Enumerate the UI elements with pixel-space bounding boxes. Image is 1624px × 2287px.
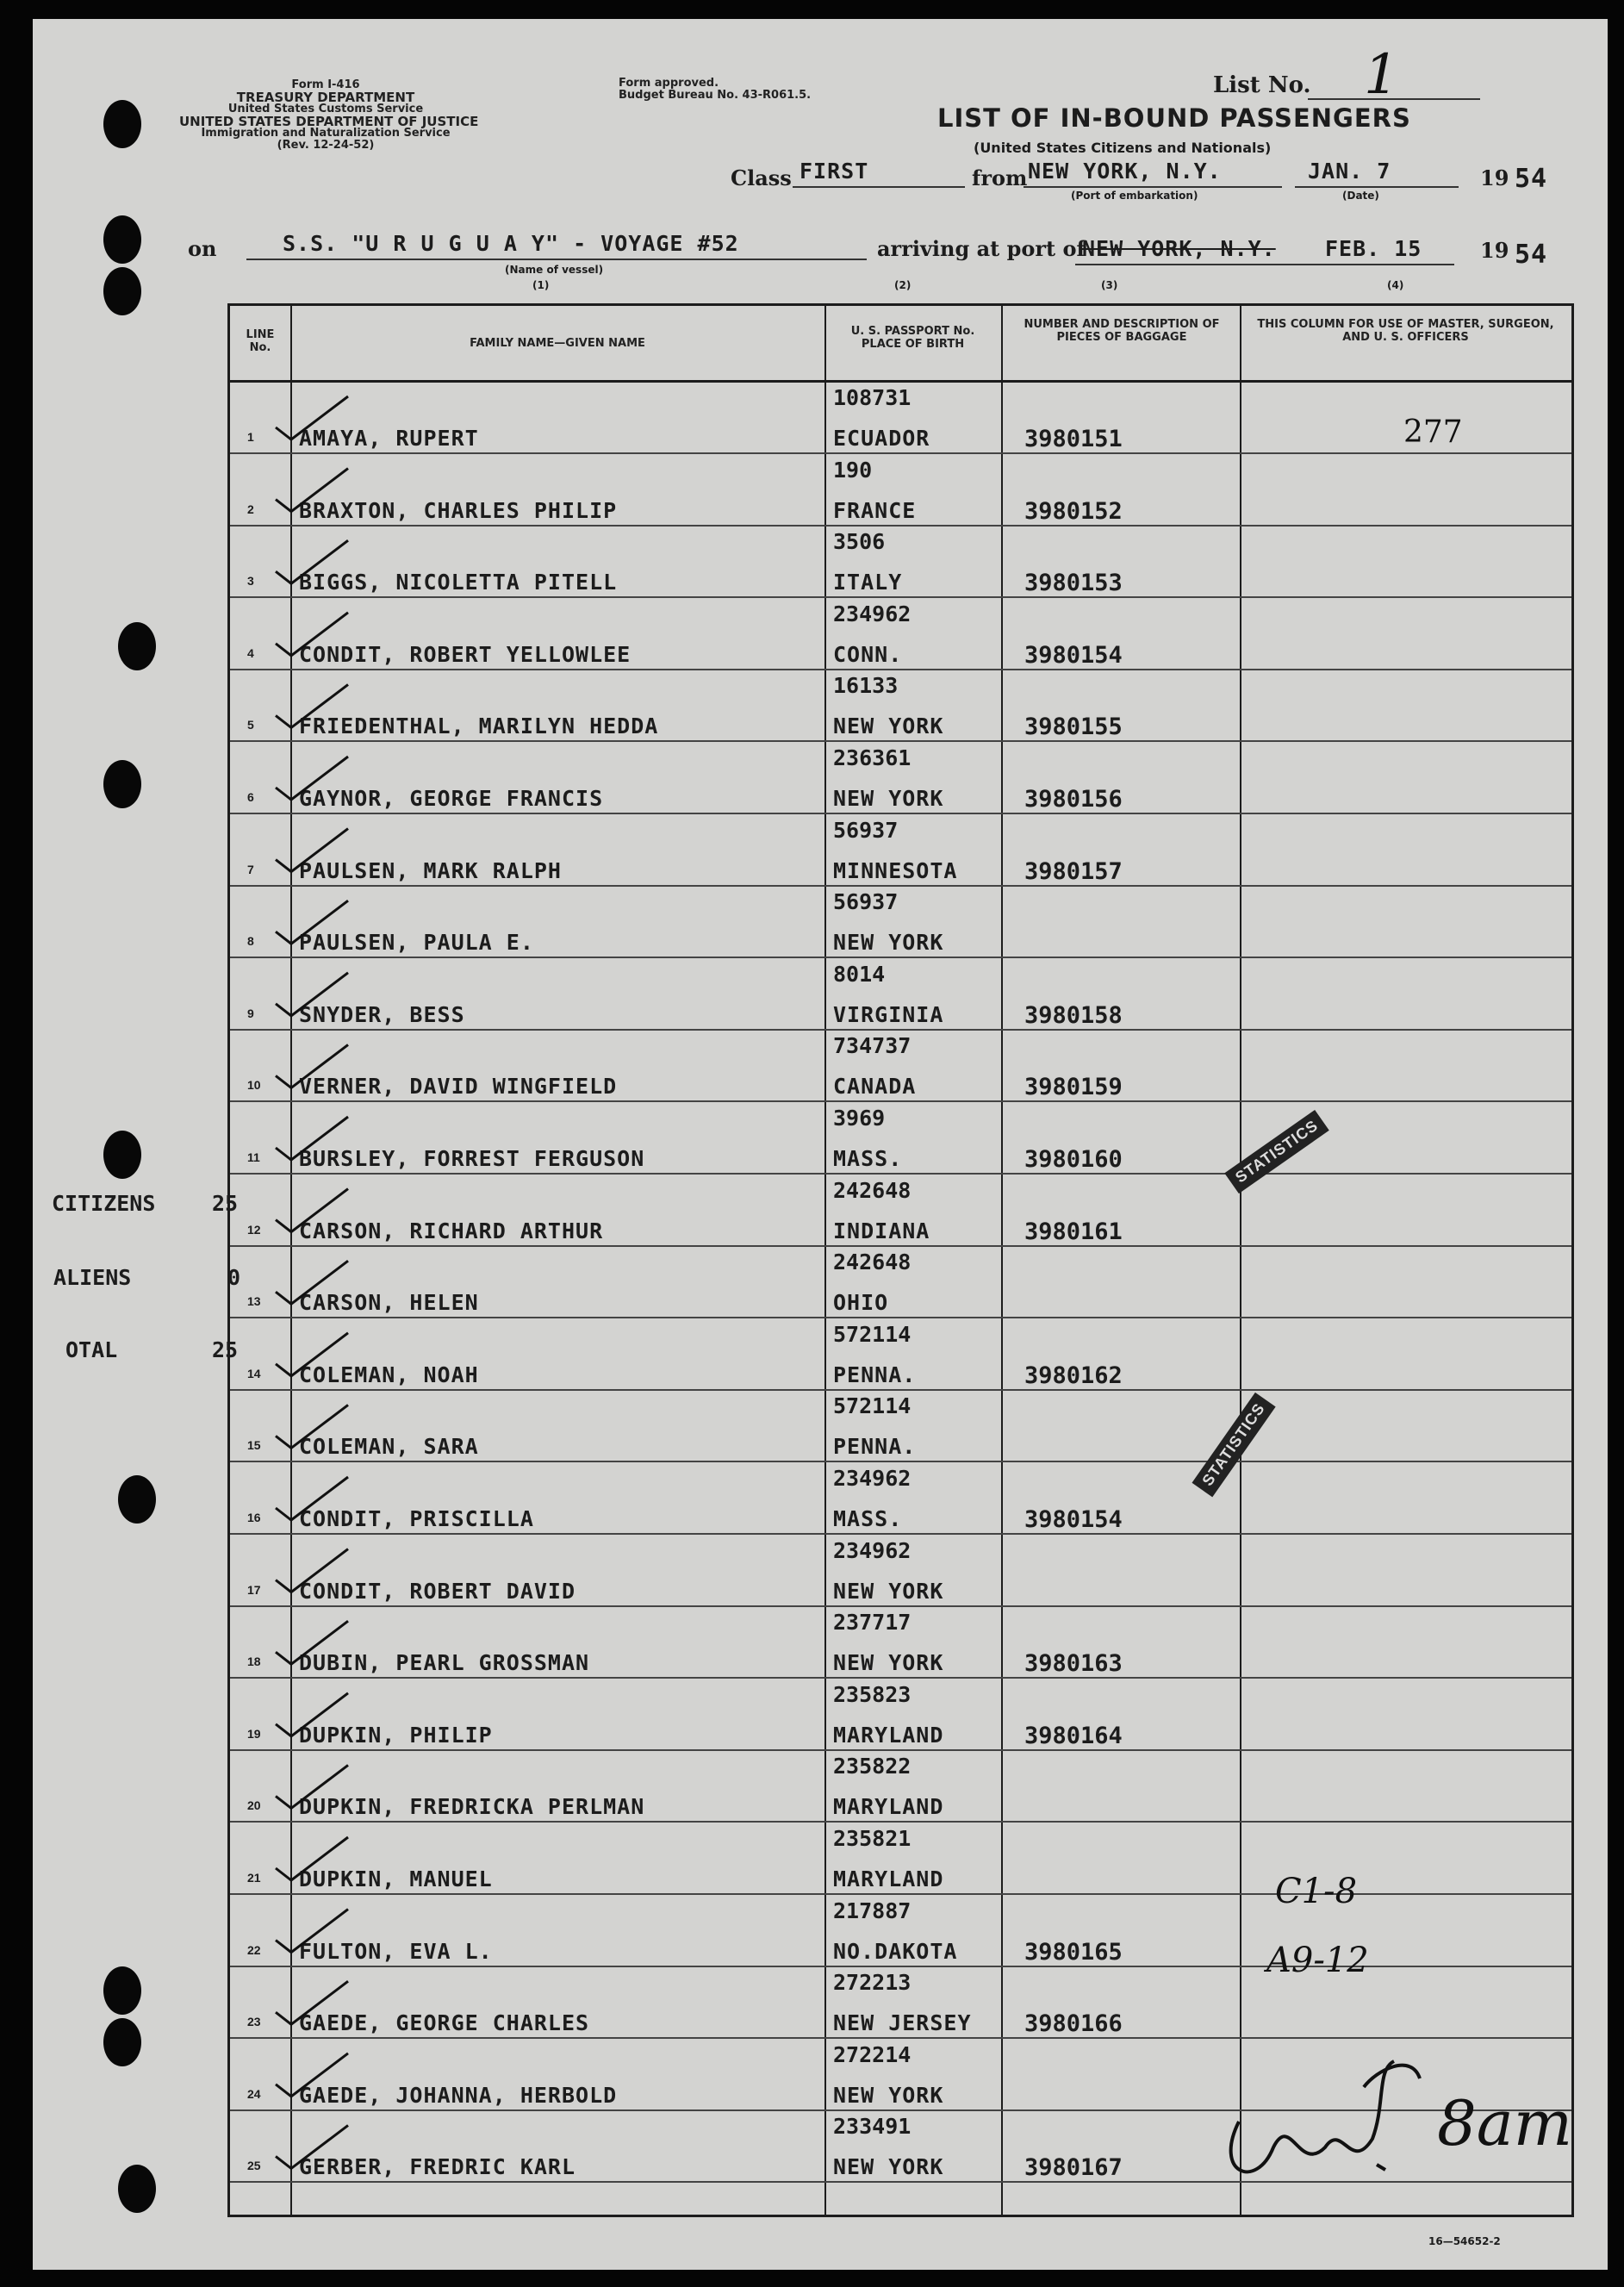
passenger-name: BIGGS, NICOLETTA PITELL [299, 570, 618, 595]
year-prefix-2: 19 [1480, 238, 1509, 263]
class-label: Class [731, 165, 792, 190]
place-of-birth: NEW JERSEY [833, 2010, 972, 2036]
passenger-name: CARSON, RICHARD ARTHUR [299, 1218, 604, 1243]
column-number-3: (3) [1101, 279, 1118, 291]
place-of-birth: PENNA. [833, 1434, 917, 1460]
agency-line: United States Customs Service [227, 103, 424, 115]
passport-number: 234962 [833, 1537, 912, 1563]
baggage-number: 3980154 [1024, 641, 1123, 669]
arrival-date: FEB. 15 [1325, 236, 1422, 261]
place-of-birth: ITALY [833, 570, 903, 595]
form-number: Form I-416 [291, 78, 360, 91]
place-of-birth: NEW YORK [833, 786, 944, 811]
column-number-1: (1) [532, 279, 550, 291]
line-number: 11 [247, 1150, 260, 1164]
passenger-name: COLEMAN, NOAH [299, 1362, 479, 1387]
row-divider [230, 2181, 1571, 2183]
place-of-birth: MINNESOTA [833, 857, 958, 883]
statistics-stamp: STATISTICS [1224, 1110, 1329, 1193]
table-row [230, 1173, 1571, 1245]
passport-number: 235822 [833, 1754, 912, 1779]
from-label: from [972, 165, 1028, 190]
arrival-year: 54 [1515, 240, 1548, 270]
table-row [230, 1388, 1571, 1461]
passport-number: 233491 [833, 2114, 912, 2140]
column-header-name: FAMILY NAME—GIVEN NAME [470, 337, 645, 350]
table-row [230, 1028, 1571, 1100]
punch-hole [103, 2018, 141, 2066]
passenger-name: DUPKIN, FREDRICKA PERLMAN [299, 1794, 645, 1820]
officer-note: 277 [1403, 414, 1463, 450]
passport-number: 734737 [833, 1033, 912, 1059]
table-row [230, 1893, 1571, 1966]
total-label: OTAL [65, 1337, 118, 1362]
line-number: 22 [247, 1942, 261, 1957]
passport-number: 272214 [833, 2041, 912, 2067]
punch-hole [103, 267, 141, 315]
signature-time: 8am [1437, 2087, 1573, 2159]
baggage-number: 3980158 [1024, 1001, 1123, 1029]
statistics-stamp: STATISTICS [1192, 1393, 1275, 1498]
table-row [230, 740, 1571, 813]
date-underline [1295, 186, 1459, 188]
place-of-birth: MARYLAND [833, 1794, 944, 1820]
embarkation-port: NEW YORK, N.Y. [1028, 159, 1222, 184]
line-number: 16 [247, 1511, 261, 1524]
place-of-birth: INDIANA [833, 1218, 930, 1243]
table-row [230, 1605, 1571, 1677]
table-row [230, 1533, 1571, 1605]
place-of-birth: MARYLAND [833, 1866, 944, 1891]
form-approved-block: Form approved. Budget Bureau No. 43-R061.5. [619, 77, 812, 102]
form-authority-block [179, 78, 479, 152]
column-number-4: (4) [1387, 279, 1404, 291]
baggage-number: 3980164 [1024, 1722, 1123, 1749]
passport-number: 3969 [833, 1106, 886, 1131]
revision-date: (Rev. 12-24-52) [277, 139, 375, 152]
passport-number: 8014 [833, 961, 886, 987]
passport-number: 56937 [833, 889, 899, 915]
passenger-name: CONDIT, ROBERT YELLOWLEE [299, 641, 632, 667]
passport-number: 237717 [833, 1610, 912, 1636]
place-of-birth: NEW YORK [833, 1578, 944, 1604]
place-of-birth: FRANCE [833, 497, 917, 523]
place-of-birth: PENNA. [833, 1362, 917, 1387]
passenger-name: DUPKIN, MANUEL [299, 1866, 493, 1891]
passenger-name: GAEDE, GEORGE CHARLES [299, 2010, 590, 2036]
passport-number: 572114 [833, 1393, 912, 1419]
line-number: 9 [247, 1006, 254, 1020]
table-row [230, 1100, 1571, 1173]
arrival-underline [1075, 264, 1454, 265]
place-of-birth: NEW YORK [833, 2154, 944, 2180]
line-number: 12 [247, 1222, 261, 1237]
table-row [230, 884, 1571, 957]
line-number: 5 [247, 718, 254, 732]
passenger-name: BURSLEY, FORREST FERGUSON [299, 1146, 645, 1171]
passport-number: 234962 [833, 1466, 912, 1491]
line-number: 4 [247, 645, 254, 660]
line-number: 13 [247, 1294, 261, 1309]
passport-number: 108731 [833, 385, 912, 410]
column-header-officers: THIS COLUMN FOR USE OF MASTER, SURGEON, AND U. S. OFFICERS [1257, 318, 1554, 344]
line-number: 23 [247, 2015, 261, 2029]
page-title: LIST OF IN-BOUND PASSENGERS [937, 103, 1411, 133]
place-of-birth: NEW YORK [833, 2082, 944, 2108]
passenger-name: SNYDER, BESS [299, 1001, 465, 1027]
baggage-number: 3980154 [1024, 1506, 1123, 1533]
passenger-table [227, 303, 1574, 2217]
baggage-number: 3980160 [1024, 1146, 1123, 1173]
passenger-name: GAYNOR, GEORGE FRANCIS [299, 786, 604, 811]
passenger-name: AMAYA, RUPERT [299, 426, 479, 451]
passport-number: 56937 [833, 817, 899, 843]
passport-number: 272213 [833, 1970, 912, 1996]
line-number: 8 [247, 934, 254, 949]
baggage-number: 3980157 [1024, 857, 1123, 885]
passport-number: 190 [833, 457, 873, 483]
passport-number: 572114 [833, 1321, 912, 1347]
list-no-label: List No. [1213, 72, 1311, 98]
punch-hole [103, 760, 141, 808]
punch-hole [103, 1966, 141, 2015]
table-row [230, 1965, 1571, 2037]
agency-line: UNITED STATES DEPARTMENT OF JUSTICE [179, 114, 479, 129]
passenger-name: CONDIT, ROBERT DAVID [299, 1578, 576, 1604]
place-of-birth: NEW YORK [833, 930, 944, 956]
passport-number: 242648 [833, 1249, 912, 1275]
vessel-underline [246, 259, 867, 260]
footer-code: 16—54652-2 [1428, 2235, 1501, 2247]
passenger-name: DUBIN, PEARL GROSSMAN [299, 1650, 590, 1676]
passport-number: 236361 [833, 745, 912, 770]
column-header-passport: U. S. PASSPORT No. PLACE OF BIRTH [850, 325, 975, 351]
place-of-birth: ECUADOR [833, 426, 930, 451]
passport-number: 235823 [833, 1681, 912, 1707]
table-row [230, 596, 1571, 669]
agency-line: TREASURY DEPARTMENT [236, 90, 415, 105]
handwritten-note: C1-8 [1275, 1872, 1358, 1911]
embarkation-date: JAN. 7 [1308, 159, 1391, 184]
punch-hole [118, 1475, 156, 1524]
baggage-number: 3980166 [1024, 2010, 1123, 2038]
line-number: 15 [247, 1438, 261, 1453]
table-row [230, 813, 1571, 885]
punch-hole [118, 2165, 156, 2213]
column-header-line-no: LINE No. [246, 328, 275, 354]
place-of-birth: OHIO [833, 1290, 889, 1316]
place-of-birth: VIRGINIA [833, 1001, 944, 1027]
page-subtitle: (United States Citizens and Nationals) [974, 140, 1272, 156]
total-count: 25 [212, 1337, 239, 1362]
line-number: 25 [247, 2159, 261, 2173]
baggage-number: 3980161 [1024, 1218, 1123, 1245]
punch-hole [103, 1131, 141, 1179]
line-number: 10 [247, 1078, 261, 1093]
place-of-birth: MASS. [833, 1146, 903, 1171]
passport-number: 234962 [833, 601, 912, 626]
punch-hole [103, 215, 141, 264]
table-row [230, 1461, 1571, 1533]
table-row [230, 524, 1571, 596]
column-header-baggage: NUMBER AND DESCRIPTION OF PIECES OF BAGGAGE [1024, 318, 1220, 344]
passenger-name: PAULSEN, PAULA E. [299, 930, 534, 956]
baggage-number: 3980165 [1024, 1938, 1123, 1966]
place-of-birth: CANADA [833, 1074, 917, 1100]
vessel-caption: (Name of vessel) [505, 264, 604, 276]
place-of-birth: MARYLAND [833, 1722, 944, 1748]
passenger-name: GAEDE, JOHANNA, HERBOLD [299, 2082, 618, 2108]
baggage-number: 3980163 [1024, 1650, 1123, 1678]
line-number: 18 [247, 1654, 261, 1669]
passport-number: 16133 [833, 673, 899, 699]
line-number: 7 [247, 862, 254, 876]
on-label: on [188, 236, 217, 261]
passport-number: 3506 [833, 529, 886, 555]
baggage-number: 3980155 [1024, 714, 1123, 741]
line-number: 24 [247, 2086, 261, 2101]
column-number-2: (2) [894, 279, 912, 291]
embarkation-year: 54 [1515, 164, 1548, 194]
table-row [230, 1317, 1571, 1389]
place-of-birth: CONN. [833, 641, 903, 667]
baggage-number: 3980151 [1024, 426, 1123, 452]
line-number: 1 [247, 430, 254, 444]
baggage-number: 3980152 [1024, 497, 1123, 525]
aliens-count: 0 [227, 1265, 241, 1290]
table-row [230, 668, 1571, 740]
passenger-name: FULTON, EVA L. [299, 1938, 493, 1964]
table-row [230, 2037, 1571, 2109]
class-underline [793, 186, 965, 188]
table-row [230, 2109, 1571, 2181]
agency-line: Immigration and Naturalization Service [201, 127, 451, 140]
table-row [230, 957, 1571, 1029]
line-number: 19 [247, 1726, 261, 1741]
line-number: 20 [247, 1798, 261, 1813]
line-number: 2 [247, 502, 254, 516]
baggage-number: 3980159 [1024, 1074, 1123, 1101]
place-of-birth: MASS. [833, 1506, 903, 1531]
from-underline [1024, 186, 1282, 188]
table-row [230, 1821, 1571, 1893]
baggage-number: 3980162 [1024, 1362, 1123, 1389]
table-row [230, 1748, 1571, 1821]
passenger-name: DUPKIN, PHILIP [299, 1722, 493, 1748]
line-number: 14 [247, 1366, 261, 1380]
baggage-number: 3980153 [1024, 570, 1123, 597]
place-of-birth: NEW YORK [833, 714, 944, 739]
place-of-birth: NO.DAKOTA [833, 1938, 958, 1964]
handwritten-note: A9-12 [1266, 1941, 1369, 1980]
baggage-number: 3980167 [1024, 2154, 1123, 2182]
passenger-name: BRAXTON, CHARLES PHILIP [299, 497, 618, 523]
table-row [230, 1677, 1571, 1749]
citizens-count: 25 [212, 1191, 239, 1216]
punch-hole [103, 100, 141, 148]
aliens-label: ALIENS [53, 1265, 132, 1290]
citizens-label: CITIZENS [52, 1191, 156, 1216]
passport-number: 235821 [833, 1826, 912, 1851]
line-number: 17 [247, 1582, 261, 1597]
passport-number: 217887 [833, 1898, 912, 1923]
punch-hole [118, 622, 156, 670]
arrival-port: NEW YORK, N.Y. [1082, 236, 1276, 261]
line-number: 3 [247, 574, 254, 589]
line-number: 21 [247, 1871, 261, 1885]
line-number: 6 [247, 790, 254, 804]
passenger-name: GERBER, FREDRIC KARL [299, 2154, 576, 2180]
port-caption: (Port of embarkation) [1071, 190, 1198, 202]
passenger-name: VERNER, DAVID WINGFIELD [299, 1074, 618, 1100]
passenger-name: PAULSEN, MARK RALPH [299, 857, 562, 883]
passenger-name: FRIEDENTHAL, MARILYN HEDDA [299, 714, 659, 739]
manifest-page [33, 19, 1608, 2270]
table-row [230, 380, 1571, 452]
list-no-value: 1 [1364, 43, 1399, 107]
table-row [230, 452, 1571, 525]
place-of-birth: NEW YORK [833, 1650, 944, 1676]
date-caption: (Date) [1342, 190, 1379, 202]
arriving-label: arriving at port of [877, 236, 1086, 261]
baggage-number: 3980156 [1024, 786, 1123, 813]
passenger-name: CONDIT, PRISCILLA [299, 1506, 534, 1531]
class-value: FIRST [800, 159, 869, 184]
passenger-name: CARSON, HELEN [299, 1290, 479, 1316]
passport-number: 242648 [833, 1177, 912, 1203]
year-prefix: 19 [1480, 165, 1509, 190]
vessel-name: S.S. "U R U G U A Y" - VOYAGE #52 [283, 231, 739, 256]
passenger-name: COLEMAN, SARA [299, 1434, 479, 1460]
table-row [230, 1244, 1571, 1317]
